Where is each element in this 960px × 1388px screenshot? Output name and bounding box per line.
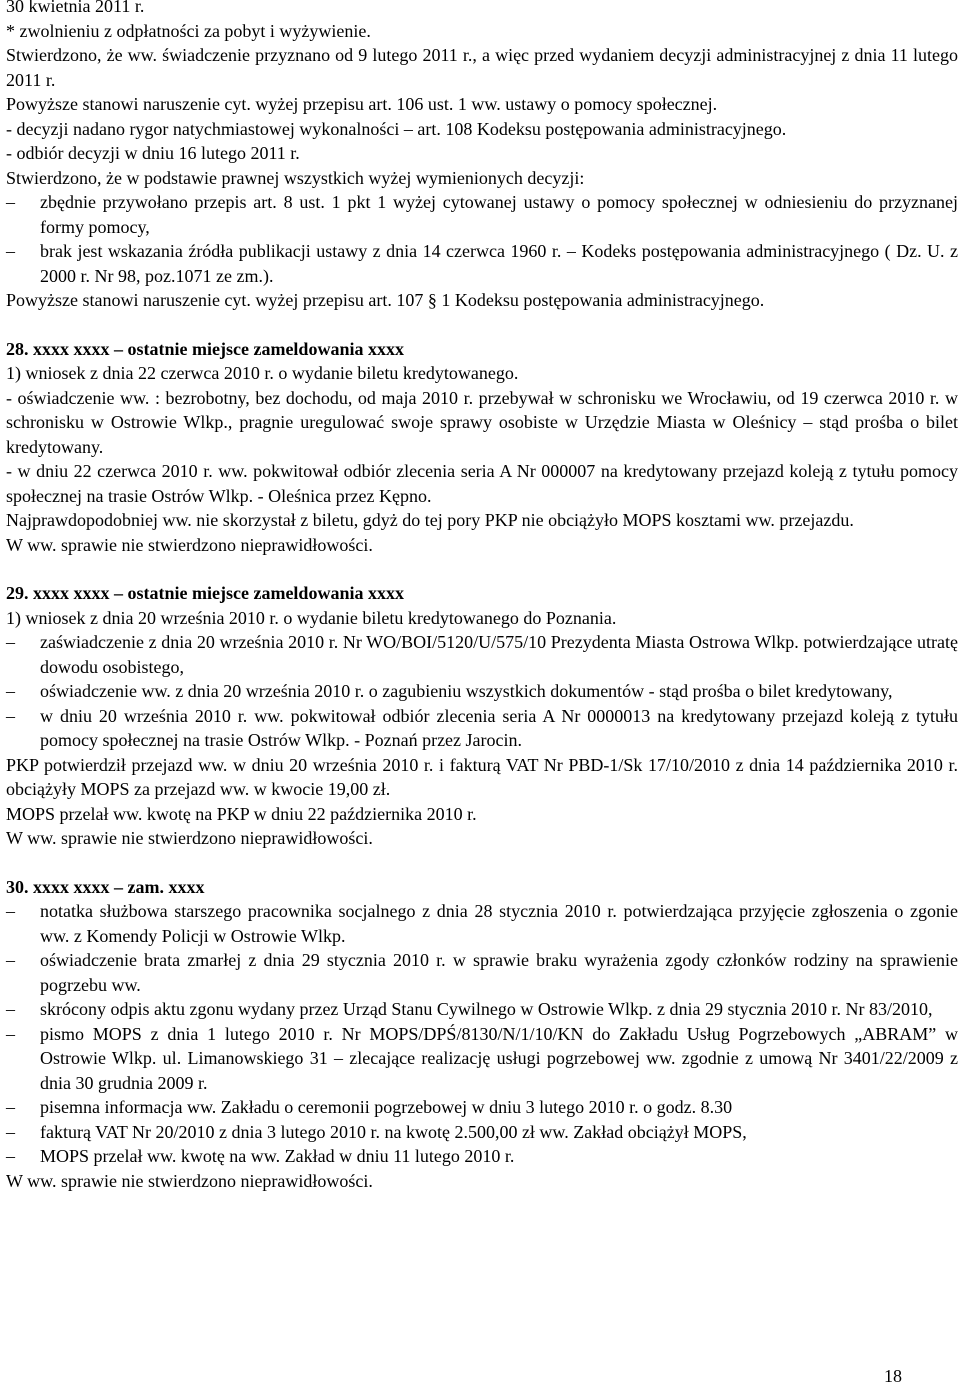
list-item-text: w dniu 20 września 2010 r. ww. pokwitował odbiór zlecenia seria A Nr 0000013 na kredytowany przejazd koleją z tytułu pomocy społecznej na trasie Ostrów Wlkp. - Poznań przez Jarocin. <box>40 705 958 750</box>
list-item <box>6 679 958 704</box>
spacer <box>6 313 958 337</box>
list-item <box>6 1095 958 1120</box>
paragraph: - w dniu 22 czerwca 2010 r. ww. pokwitował odbiór zlecenia seria A Nr 000007 na kredytowany przejazd koleją z tytułu pomocy społecznej na trasie Ostrów Wlkp. - Oleśnica przez Kępno. <box>6 461 958 506</box>
list-item-text: notatka służbowa starszego pracownika socjalnego z dnia 28 stycznia 2010 r. potwierdzająca przyjęcie zgłoszenia o zgonie ww. z Komendy Policji w Ostrowie Wlkp. <box>40 901 958 946</box>
list-item <box>6 1120 958 1145</box>
list-item-text: zbędnie przywołano przepis art. 8 ust. 1 pkt 1 wyżej cytowanej ustawy o pomocy społecznej w odniesieniu do przyznanej formy pomocy, <box>40 192 958 237</box>
list-item-text: zaświadczenie z dnia 20 września 2010 r. Nr WO/BOI/5120/U/575/10 Prezydenta Miasta Ostrowa Wlkp. potwierdzające utratę dowodu osobistego, <box>40 632 958 677</box>
list-item-text: oświadczenie brata zmarłej z dnia 29 stycznia 2010 r. w sprawie braku wyrażenia zgody członków rodziny na sprawienie pogrzebu ww. <box>40 950 958 995</box>
list-item <box>6 190 958 239</box>
page-number: 18 <box>884 1366 902 1386</box>
paragraph: Stwierdzono, że ww. świadczenie przyznano od 9 lutego 2011 r., a więc przed wydaniem decyzji administracyjnej z dnia 11 lutego 2011 r. <box>6 45 958 90</box>
list-item-text: MOPS przelał ww. kwotę na ww. Zakład w dniu 11 lutego 2010 r. <box>40 1146 515 1166</box>
paragraph: - oświadczenie ww. : bezrobotny, bez dochodu, od maja 2010 r. przebywał w schronisku we Wrocławiu, od 19 czerwca 2010 r. w schronisku w Ostrowie Wlkp., pragnie uregulować swoje sprawy osobiste w Urzędzie Miasta w Oleśnicy – stąd prośba o bilet kredytowany. <box>6 387 958 457</box>
list-item <box>6 1144 958 1169</box>
dash-bullet: – <box>6 999 15 1019</box>
dash-bullet: – <box>6 901 15 921</box>
paragraph: Najprawdopodobniej ww. nie skorzystał z biletu, gdyż do tej pory PKP nie obciążyło MOPS kosztami ww. przejazdu. <box>6 510 854 530</box>
paragraph: - odbiór decyzji w dniu 16 lutego 2011 r. <box>6 143 300 163</box>
list-item <box>6 239 958 288</box>
list-item-text: pisemna informacja ww. Zakładu o ceremonii pogrzebowej w dniu 3 lutego 2010 r. o godz. 8.30 <box>40 1097 733 1117</box>
list-item-text: pismo MOPS z dnia 1 lutego 2010 r. Nr MOPS/DPŚ/8130/N/1/10/KN do Zakładu Usług Pogrzebowych „ABRAM” w Ostrowie Wlkp. ul. Limanowskiego 31 – zlecające realizację usługi pogrzebowej ww. zgodnie z umową Nr 3401/22/2009 z dnia 30 grudnia 2009 r. <box>40 1023 958 1093</box>
dash-bullet: – <box>6 1146 15 1166</box>
dash-bullet: – <box>6 192 15 212</box>
dash-bullet: – <box>6 241 15 261</box>
dash-bullet: – <box>6 1023 15 1044</box>
list-item <box>6 630 958 679</box>
paragraph: 30 kwietnia 2011 r. <box>6 0 145 16</box>
list-item <box>6 704 958 753</box>
paragraph: MOPS przelał ww. kwotę na PKP w dniu 22 października 2010 r. <box>6 803 477 824</box>
list-item-text: fakturą VAT Nr 20/2010 z dnia 3 lutego 2010 r. na kwotę 2.500,00 zł ww. Zakład obciążył MOPS, <box>40 1121 747 1142</box>
paragraph: W ww. sprawie nie stwierdzono nieprawidłowości. <box>6 1170 373 1191</box>
section-heading-28: 28. xxxx xxxx – ostatnie miejsce zameldowania xxxx <box>6 338 404 359</box>
paragraph: W ww. sprawie nie stwierdzono nieprawidłowości. <box>6 828 373 848</box>
list-item <box>6 997 958 1022</box>
dash-bullet: – <box>6 632 15 652</box>
paragraph: 1) wniosek z dnia 22 czerwca 2010 r. o wydanie biletu kredytowanego. <box>6 363 519 383</box>
list-item-text: brak jest wskazania źródła publikacji ustawy z dnia 14 czerwca 1960 r. – Kodeks postępowania administracyjnego ( Dz. U. z 2000 r. Nr 98, poz.1071 ze zm.). <box>40 241 958 286</box>
paragraph: - decyzji nadano rygor natychmiastowej wykonalności – art. 108 Kodeksu postępowania administracyjnego. <box>6 118 787 139</box>
paragraph: Powyższe stanowi naruszenie cyt. wyżej przepisu art. 107 § 1 Kodeksu postępowania administracyjnego. <box>6 290 765 310</box>
dash-bullet: – <box>6 1097 15 1117</box>
list-item-text: oświadczenie ww. z dnia 20 września 2010 r. o zagubieniu wszystkich dokumentów - stąd prośba o bilet kredytowany, <box>40 681 893 701</box>
paragraph: W ww. sprawie nie stwierdzono nieprawidłowości. <box>6 534 373 555</box>
list-item <box>6 1022 958 1096</box>
paragraph: PKP potwierdził przejazd ww. w dniu 20 września 2010 r. i fakturą VAT Nr PBD-1/Sk 17/10/2010 z dnia 14 października 2010 r. obciążyły MOPS za przejazd ww. w kwocie 19,00 zł. <box>6 754 958 799</box>
list-item <box>6 899 958 948</box>
dash-bullet: – <box>6 1121 15 1142</box>
paragraph: Stwierdzono, że w podstawie prawnej wszystkich wyżej wymienionych decyzji: <box>6 167 585 188</box>
dash-bullet: – <box>6 950 15 970</box>
list-item-text: skrócony odpis aktu zgonu wydany przez Urząd Stanu Cywilnego w Ostrowie Wlkp. z dnia 29 stycznia 2010 r. Nr 83/2010, <box>40 999 933 1019</box>
list-item <box>6 948 958 997</box>
document-page <box>6 0 958 1193</box>
section-heading-30: 30. xxxx xxxx – zam. xxxx <box>6 876 205 897</box>
paragraph: 1) wniosek z dnia 20 września 2010 r. o wydanie biletu kredytowanego do Poznania. <box>6 607 617 628</box>
dash-bullet: – <box>6 681 15 701</box>
section-heading-29: 29. xxxx xxxx – ostatnie miejsce zameldowania xxxx <box>6 583 404 603</box>
spacer <box>6 851 958 875</box>
paragraph: * zwolnieniu z odpłatności za pobyt i wyżywienie. <box>6 20 371 41</box>
spacer <box>6 557 958 581</box>
paragraph: Powyższe stanowi naruszenie cyt. wyżej przepisu art. 106 ust. 1 ww. ustawy o pomocy społecznej. <box>6 94 718 114</box>
dash-bullet: – <box>6 705 15 726</box>
